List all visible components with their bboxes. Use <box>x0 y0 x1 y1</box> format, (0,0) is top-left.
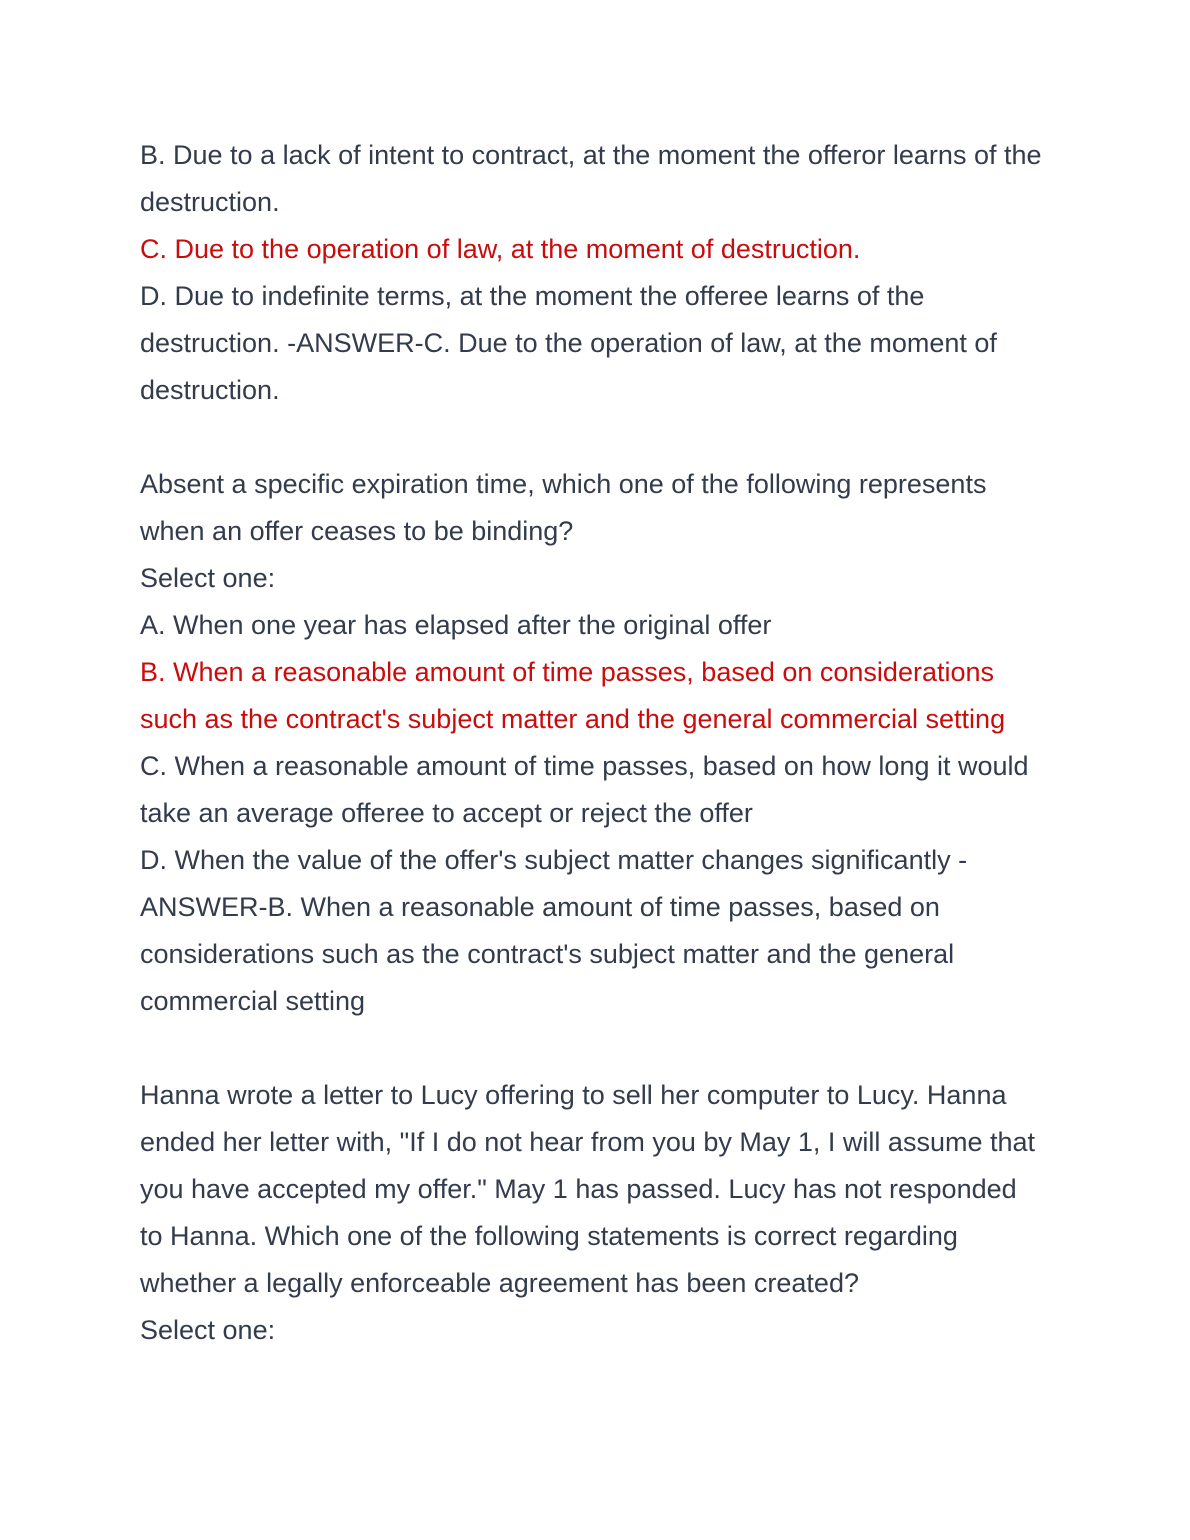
q2-question-text: Absent a specific expiration time, which one of the following represents when an offer ceases to be binding? <box>140 469 987 546</box>
q2-option-c: C. When a reasonable amount of time passes, based on how long it would take an average offeree to accept or reject the offer <box>140 751 1029 828</box>
q3-question-text: Hanna wrote a letter to Lucy offering to sell her computer to Lucy. Hanna ended her letter with, "If I do not hear from you by May 1, I will assume that you have accepted my offer." May 1 has passed. Lucy has not responded to Hanna. Which one of the following statements is correct regarding whether a legally enforceable agreement has been created? <box>140 1080 1036 1298</box>
q3-select-one-label: Select one: <box>140 1315 276 1345</box>
q2-option-d-with-answer: D. When the value of the offer's subject matter changes significantly -ANSWER-B. When a reasonable amount of time passes, based on considerations such as the contract's subject matter and the general commercial setting <box>140 845 968 1016</box>
question-block-2 <box>140 461 1042 1025</box>
question-block-3 <box>140 1072 1042 1354</box>
q2-option-a: A. When one year has elapsed after the original offer <box>140 610 772 640</box>
q2-select-one-label: Select one: <box>140 563 276 593</box>
q2-answer-option-b: B. When a reasonable amount of time passes, based on considerations such as the contract's subject matter and the general commercial setting <box>140 657 1006 734</box>
question-block-1 <box>140 132 1042 414</box>
q1-option-d-with-answer: D. Due to indefinite terms, at the moment the offeree learns of the destruction. -ANSWER-C. Due to the operation of law, at the moment of destruction. <box>140 281 997 405</box>
q1-answer-option-c: C. Due to the operation of law, at the moment of destruction. <box>140 234 861 264</box>
q1-option-b: B. Due to a lack of intent to contract, at the moment the offeror learns of the destruction. <box>140 140 1042 217</box>
